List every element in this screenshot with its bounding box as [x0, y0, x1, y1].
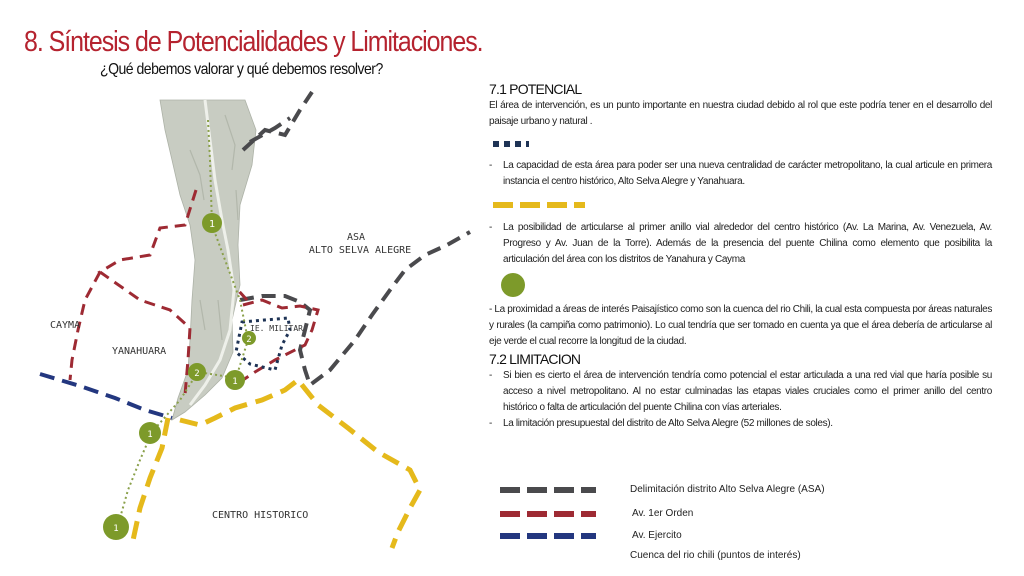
svg-text:2: 2: [194, 369, 200, 379]
legend-item-primer-orden: [500, 508, 693, 519]
river-basin-area: [160, 100, 256, 420]
page-title: 8. Síntesis de Potencialidades y Limitaciones.: [24, 26, 483, 58]
legend-ejercito-swatch: [500, 532, 596, 540]
legend-label: Delimitación distrito Alto Selva Alegre (ASA): [630, 484, 825, 495]
marker-1-south: [139, 422, 161, 444]
cuenca-green-circle-symbol: [489, 268, 589, 302]
legend-item-ejercito: [500, 530, 682, 541]
label-asa: ASA: [346, 232, 366, 243]
svg-text:1: 1: [147, 430, 153, 440]
bullet-dash: -: [489, 160, 492, 171]
label-alto-selva-alegre: ALTO SELVA ALEGRE: [308, 245, 412, 256]
legend-label: Av. 1er Orden: [632, 508, 694, 519]
marker-1-bottom: [103, 514, 129, 540]
text-panel: [489, 80, 992, 432]
anillo-vial-line: [132, 380, 420, 548]
marker-1-north: [202, 213, 222, 233]
bullet-dash: -: [489, 418, 492, 429]
map-legend: [500, 480, 900, 576]
centralidad-dotted-symbol: [489, 130, 589, 158]
potencial-item-1: [489, 158, 992, 190]
bullet-dash: -: [489, 222, 492, 233]
bullet-dash: -: [489, 370, 492, 381]
svg-text:2: 2: [246, 335, 252, 345]
legend-asa-swatch: [500, 486, 596, 494]
limitacion-item-2: [489, 416, 992, 432]
svg-text:1: 1: [113, 524, 119, 534]
potencial-heading: 7.1 POTENCIAL: [489, 81, 582, 97]
label-yanahuara: YANAHUARA: [112, 346, 167, 357]
potencial-item-3: - La proximidad a áreas de interés Paisajístico como son la cuenca del rio Chili, la cual esta compuesta por áreas naturales y rurales (la campiña como patrimonio). Lo cual tendría que ser tomado en cuenta ya que el área debería de articularse al eje verde el cual recorre la longitud de la ciudad.: [489, 304, 992, 347]
label-militar: IE. MILITAR: [250, 324, 303, 333]
marker-1-center: [225, 370, 245, 390]
label-cayma: CAYMA: [50, 320, 81, 331]
bullet-text: La capacidad de esta área para poder ser una nueva centralidad de carácter metropolitano, la cual articule en primera instancia el centro histórico, Alto Selva Alegre y Yanahuara.: [503, 160, 992, 187]
site-map: [0, 80, 480, 576]
marker-2-militar: [242, 331, 256, 345]
potencial-intro: El área de intervención, es un punto importante en nuestra ciudad debido al rol que este podría tener en el desarrollo del paisaje urbano y natural .: [489, 100, 992, 127]
limitacion-heading: 7.2 LIMITACION: [489, 351, 581, 367]
marker-2-yanahuara: [188, 363, 206, 381]
potencial-item-2: [489, 220, 992, 268]
bullet-text: Si bien es cierto el área de intervención tendría como potencial el estar articulada a una red vial que haría posible su acceso a nivel metropolitano. Al no estar culminadas las etapas viales cruciales como el primer anillo del centro histórico o falta de articulación del puente Chilina con vías arteriales.: [503, 370, 992, 413]
legend-primer-orden-swatch: [500, 510, 596, 518]
page-subtitle: ¿Qué debemos valorar y qué debemos resolver?: [100, 61, 383, 78]
legend-label: Av. Ejercito: [632, 530, 682, 541]
bullet-text: La posibilidad de articularse al primer anillo vial alrededor del centro histórico (Av. La Marina, Av. Venezuela, Av. Progreso y Av. Juan de la Torre). Además de la presencia del puente Chilina como elemento que posibilita la articulación del área con los distritos de Yanahura y Cayma: [503, 222, 992, 265]
legend-item-cuenca: [630, 550, 801, 561]
legend-label: Cuenca del rio chili (puntos de interés): [630, 550, 801, 561]
limitacion-item-1: [489, 368, 992, 416]
label-centro-historico: CENTRO HISTORICO: [212, 510, 309, 521]
ejercito-line: [40, 374, 172, 418]
svg-text:1: 1: [232, 377, 238, 387]
bullet-text: La limitación presupuestal del distrito de Alto Selva Alegre (52 millones de soles).: [503, 418, 833, 429]
svg-text:1: 1: [208, 219, 216, 230]
legend-item-asa: [500, 484, 825, 495]
anillo-yellow-symbol: [489, 190, 589, 220]
